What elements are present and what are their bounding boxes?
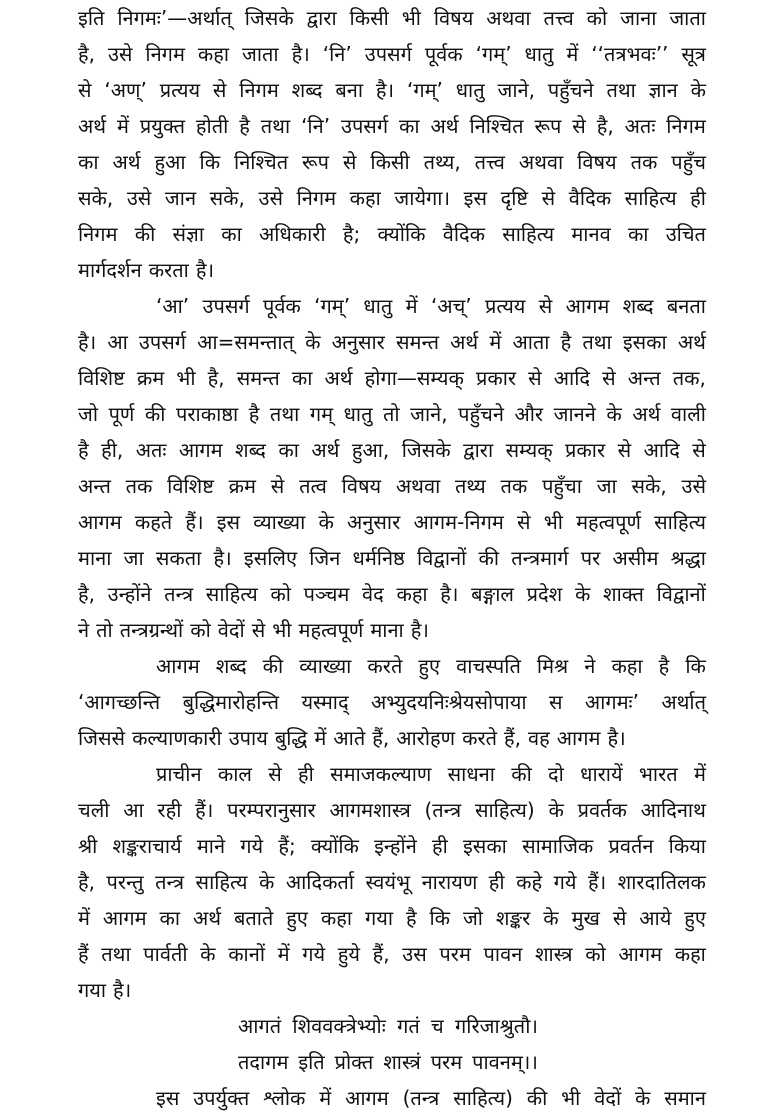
paragraph	[78, 288, 706, 648]
text-line: है, उसे निगम कहा जाता है। ‘नि’ उपसर्ग पूर्वक ‘गम्’ धातु में ‘‘तत्रभवः’’ सूत्र	[78, 42, 706, 66]
text-line: अर्थ में प्रयुक्त होती है तथा ‘नि’ उपसर्ग का अर्थ निश्चित रूप से है, अतः निगम	[78, 114, 706, 138]
text-line: माना जा सकता है। इसलिए जिन धर्मनिष्ठ विद्वानों की तन्त्रमार्ग पर असीम श्रद्धा	[78, 546, 706, 570]
verse-block	[78, 1008, 706, 1080]
document-page	[78, 0, 706, 1116]
text-line: है। आ उपसर्ग आ=समन्तात् के अनुसार समन्त अर्थ में आता है तथा इसका अर्थ	[78, 330, 706, 354]
paragraph	[78, 756, 706, 1008]
text-line: इस उपर्युक्त श्लोक में आगम (तन्त्र साहित्य) की भी वेदों के समान	[156, 1086, 706, 1110]
verse-line: आगतं शिववक्त्रेभ्योः गतं च गरिजाश्रुतौ।	[238, 1014, 538, 1038]
text-line: ‘आ’ उपसर्ग पूर्वक ‘गम्’ धातु में ‘अच्’ प्रत्यय से आगम शब्द बनता	[156, 294, 706, 318]
text-line: जो पूर्ण की पराकाष्ठा है तथा गम् धातु तो जाने, पहुँचने और जानने के अर्थ वाली	[78, 402, 706, 426]
paragraph	[78, 648, 706, 756]
text-line: का अर्थ हुआ कि निश्चित रूप से किसी तथ्य, तत्त्व अथवा विषय तक पहुँच	[78, 150, 706, 174]
text-line: इति निगमः’—अर्थात् जिसके द्वारा किसी भी विषय अथवा तत्त्व को जाना जाता	[78, 6, 706, 30]
text-line: अन्त तक विशिष्ट क्रम से तत्व विषय अथवा तथ्य तक पहुँचा जा सके, उसे	[78, 474, 706, 498]
text-line: जिससे कल्याणकारी उपाय बुद्धि में आते हैं, आरोहण करते हैं, वह आगम है।	[78, 726, 626, 750]
text-line: निगम की संज्ञा का अधिकारी है; क्योंकि वैदिक साहित्य मानव का उचित	[78, 222, 706, 246]
text-line: विशिष्ट क्रम भी है, समन्त का अर्थ होगा—सम्यक् प्रकार से आदि से अन्त तक,	[78, 366, 706, 390]
text-line: हैं तथा पार्वती के कानों में गये हुये हैं, उस परम पावन शास्त्र को आगम कहा	[78, 942, 706, 966]
text-line: में आगम का अर्थ बताते हुए कहा गया है कि जो शङ्कर के मुख से आये हुए	[78, 906, 706, 930]
text-line: आगम शब्द की व्याख्या करते हुए वाचस्पति मिश्र ने कहा है कि	[156, 654, 706, 678]
text-line: गया है।	[78, 978, 132, 1002]
text-line: मार्गदर्शन करता है।	[78, 258, 215, 282]
text-line: है ही, अतः आगम शब्द का अर्थ हुआ, जिसके द्वारा सम्यक् प्रकार से आदि से	[78, 438, 706, 462]
text-line: ‘आगच्छन्ति बुद्धिमारोहन्ति यस्माद् अभ्युदयनिःश्रेयसोपाया स आगमः’ अर्थात्	[78, 690, 706, 714]
text-line: चली आ रही हैं। परम्परानुसार आगमशास्त्र (तन्त्र साहित्य) के प्रवर्तक आदिनाथ	[78, 798, 706, 822]
text-line: प्राचीन काल से ही समाजकल्याण साधना की दो धारायें भारत में	[156, 762, 706, 786]
text-line: है, उन्होंने तन्त्र साहित्य को पञ्चम वेद कहा है। बङ्गाल प्रदेश के शाक्त विद्वानों	[78, 582, 706, 606]
paragraph	[78, 1080, 706, 1116]
text-line: श्री शङ्कराचार्य माने गये हैं; क्योंकि इन्होंने ही इसका सामाजिक प्रवर्तन किया	[78, 834, 706, 858]
text-line: सके, उसे जान सके, उसे निगम कहा जायेगा। इस दृष्टि से वैदिक साहित्य ही	[78, 186, 706, 210]
text-line: है, परन्तु तन्त्र साहित्य के आदिकर्ता स्वयंभू नारायण ही कहे गये हैं। शारदातिलक	[78, 870, 706, 894]
verse-line: तदागम इति प्रोक्त शास्त्रं परम पावनम्।।	[238, 1050, 538, 1074]
text-line: से ‘अण्’ प्रत्यय से निगम शब्द बना है। ‘गम्’ धातु जाने, पहुँचने तथा ज्ञान के	[78, 78, 706, 102]
paragraph	[78, 0, 706, 288]
text-line: ने तो तन्त्रग्रन्थों को वेदों से भी महत्वपूर्ण माना है।	[78, 618, 429, 642]
text-line: आगम कहते हैं। इस व्याख्या के अनुसार आगम-निगम से भी महत्वपूर्ण साहित्य	[78, 510, 706, 534]
